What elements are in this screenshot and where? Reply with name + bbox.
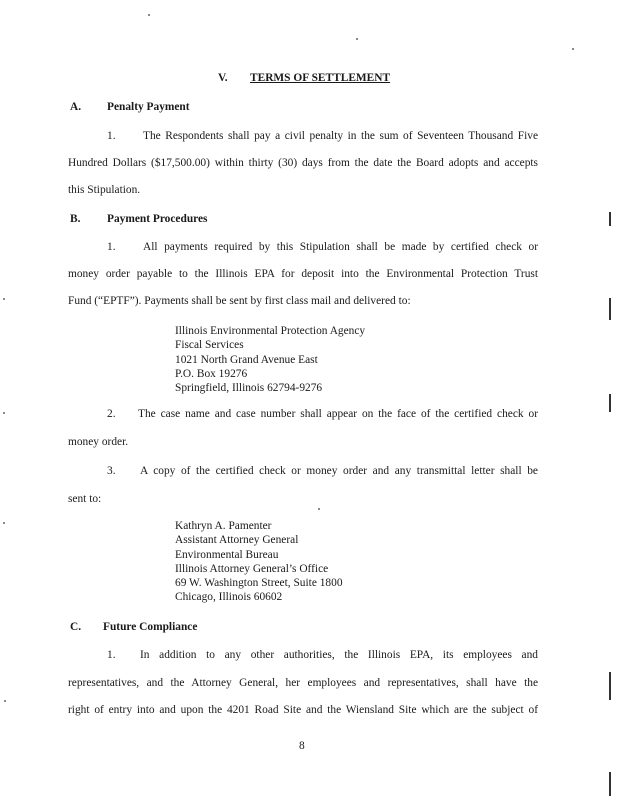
c-p1-line3: right of entry into and upon the 4201 Road Site and the Wiensland Site which are the subject of xyxy=(68,704,538,716)
scan-speck xyxy=(4,700,6,702)
address-line: Springfield, Illinois 62794-9276 xyxy=(175,382,323,395)
b-p1-number: 1. xyxy=(107,241,116,253)
address-line: Kathryn A. Pamenter xyxy=(175,520,272,532)
address-line: Fiscal Services xyxy=(175,339,244,352)
subsection-a-heading: Penalty Payment xyxy=(107,101,190,113)
b-p2-line2: money order. xyxy=(68,436,129,448)
address-line: P.O. Box 19276 xyxy=(175,367,248,380)
b-p1-line3: Fund (“EPTF”). Payments shall be sent by first class mail and delivered to: xyxy=(68,295,411,307)
page-number: 8 xyxy=(299,740,305,752)
scan-mark xyxy=(609,672,611,700)
c-p1-line1: In addition to any other authorities, the Illinois EPA, its employees and xyxy=(140,649,538,661)
address-line: Chicago, Illinois 60602 xyxy=(175,591,283,604)
subsection-c-heading: Future Compliance xyxy=(103,621,198,633)
scan-mark xyxy=(609,298,611,320)
subsection-b-heading: Payment Procedures xyxy=(107,213,208,225)
scan-speck xyxy=(572,48,574,50)
scan-mark xyxy=(609,212,611,226)
subsection-c-letter: C. xyxy=(70,621,82,633)
scan-speck xyxy=(3,522,5,524)
scan-speck xyxy=(356,38,358,40)
address-line: Environmental Bureau xyxy=(175,548,279,561)
b-p3-number: 3. xyxy=(107,465,116,477)
scan-speck xyxy=(148,14,150,16)
address-line: Illinois Attorney General’s Office xyxy=(175,562,329,575)
b-p2-line1: The case name and case number shall appear on the face of the certified check or xyxy=(138,408,538,420)
scan-speck xyxy=(3,298,5,300)
address-line: 69 W. Washington Street, Suite 1800 xyxy=(175,577,343,590)
a-p1-line2: Hundred Dollars ($17,500.00) within thirty (30) days from the date the Board adopts and accepts xyxy=(68,157,538,169)
c-p1-number: 1. xyxy=(107,649,116,661)
section-number: V. xyxy=(218,72,228,84)
b-p3-line2: sent to: xyxy=(68,493,102,505)
subsection-a-letter: A. xyxy=(70,101,82,113)
scan-speck xyxy=(318,508,320,510)
a-p1-line1: The Respondents shall pay a civil penalty in the sum of Seventeen Thousand Five xyxy=(143,130,538,142)
scan-mark xyxy=(609,772,611,796)
a-p1-number: 1. xyxy=(107,130,116,142)
b-p3-line1: A copy of the certified check or money order and any transmittal letter shall be xyxy=(140,465,538,477)
b-p2-number: 2. xyxy=(107,408,116,420)
section-title: TERMS OF SETTLEMENT xyxy=(250,72,391,84)
subsection-b-letter: B. xyxy=(70,213,81,225)
address-line: Illinois Environmental Protection Agency xyxy=(175,325,366,337)
scan-mark xyxy=(609,394,611,412)
attorney-address-block xyxy=(175,519,343,605)
address-line: 1021 North Grand Avenue East xyxy=(175,353,318,366)
payment-address-block xyxy=(175,324,365,395)
a-p1-line3: this Stipulation. xyxy=(68,184,141,196)
b-p1-line1: All payments required by this Stipulation shall be made by certified check or xyxy=(143,241,538,253)
address-line: Assistant Attorney General xyxy=(175,534,299,547)
b-p1-line2: money order payable to the Illinois EPA for deposit into the Environmental Protection Trust xyxy=(68,268,538,280)
c-p1-line2: representatives, and the Attorney General, her employees and representatives, shall have the xyxy=(68,677,538,689)
scan-speck xyxy=(3,412,5,414)
